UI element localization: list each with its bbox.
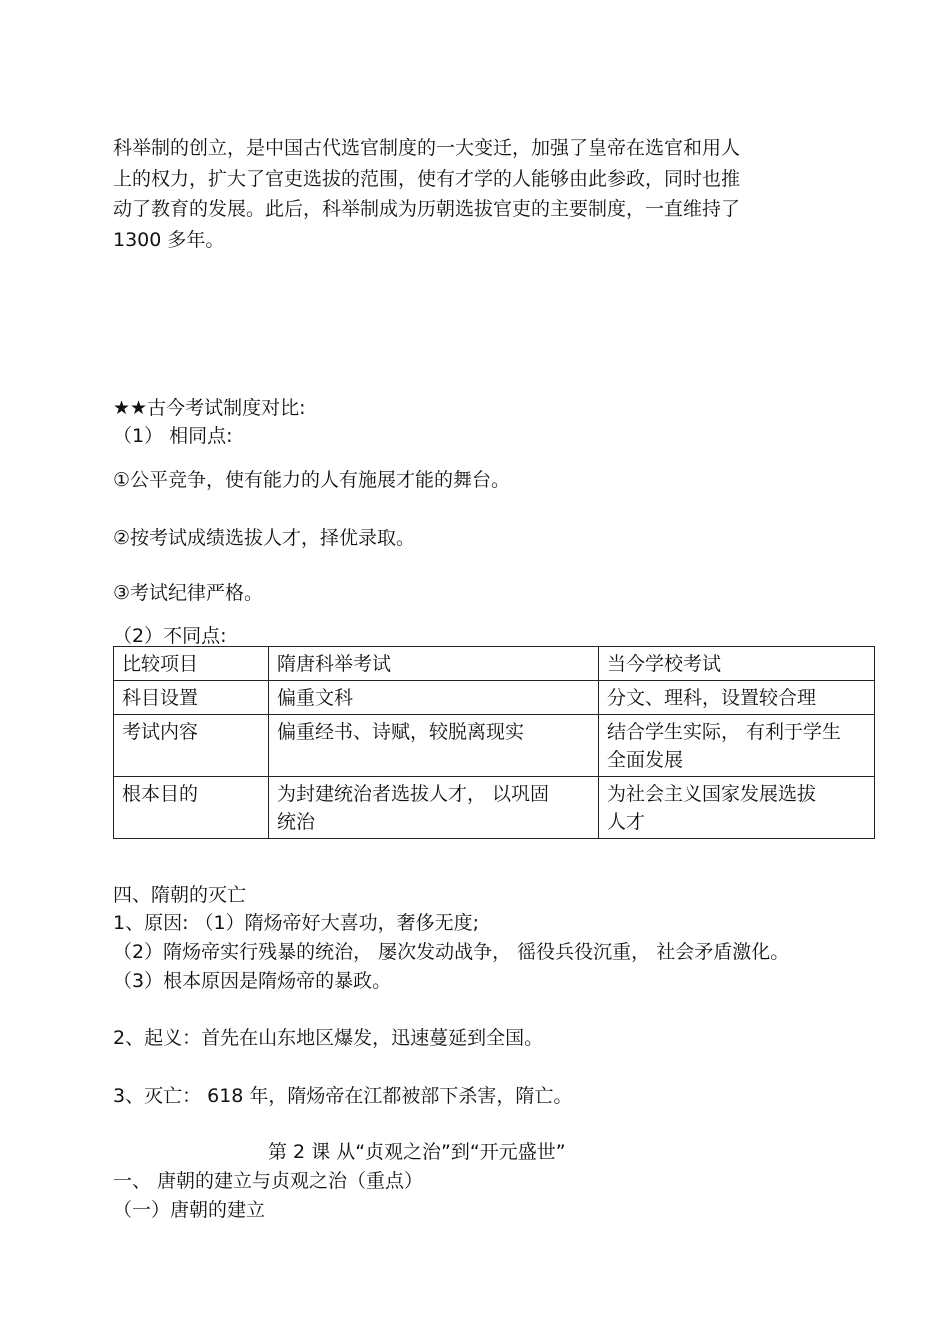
table-cell: 分文、理科，设置较合理 (599, 681, 875, 715)
same-points-heading: （1） 相同点: (113, 425, 233, 447)
cause-line-2: （2）隋炀帝实行残暴的统治， 屡次发动战争， 徭役兵役沉重， 社会矛盾激化。 (113, 941, 790, 963)
table-header-cell: 比较项目 (114, 647, 269, 681)
fall-line: 3、灭亡： 618 年，隋炀帝在江都被部下杀害，隋亡。 (113, 1085, 573, 1107)
intro-line: 动了教育的发展。此后，科举制成为历朝选拔官吏的主要制度，一直维持了 (113, 198, 741, 220)
table-cell: 根本目的 (114, 777, 269, 839)
lesson-subsection-heading: （一）唐朝的建立 (113, 1199, 266, 1221)
section-heading-sui-fall: 四、隋朝的灭亡 (113, 884, 247, 906)
uprising-line: 2、起义：首先在山东地区爆发，迅速蔓延到全国。 (113, 1027, 544, 1049)
lesson-section-heading: 一、 唐朝的建立与贞观之治（重点） (113, 1170, 424, 1192)
comparison-table (113, 646, 875, 839)
table-cell: 科目设置 (114, 681, 269, 715)
table-row (114, 715, 875, 777)
intro-line: 科举制的创立，是中国古代选官制度的一大变迁，加强了皇帝在选官和用人 (113, 137, 741, 159)
cause-line-1: 1、原因: （1）隋炀帝好大喜功，奢侈无度; (113, 912, 480, 934)
table-cell: 偏重文科 (269, 681, 599, 715)
cause-line-3: （3）根本原因是隋炀帝的暴政。 (113, 970, 392, 992)
table-header-cell: 隋唐科举考试 (269, 647, 599, 681)
table-cell: 考试内容 (114, 715, 269, 777)
intro-line: 上的权力，扩大了官吏选拔的范围，使有才学的人能够由此参政，同时也推 (113, 167, 741, 190)
table-cell: 结合学生实际， 有利于学生 全面发展 (599, 715, 875, 777)
intro-paragraph (113, 133, 803, 255)
table-header-cell: 当今学校考试 (599, 647, 875, 681)
table-row (114, 777, 875, 839)
table-cell: 偏重经书、诗赋，较脱离现实 (269, 715, 599, 777)
comparison-heading: ★★古今考试制度对比: (113, 397, 306, 419)
table-header-row (114, 647, 875, 681)
same-point-1: ①公平竞争，使有能力的人有施展才能的舞台。 (113, 469, 511, 491)
table-cell: 为社会主义国家发展选拔 人才 (599, 777, 875, 839)
lesson-title: 第 2 课 从“贞观之治”到“开元盛世” (268, 1141, 566, 1163)
intro-line: 1300 多年。 (113, 228, 225, 251)
table-cell: 为封建统治者选拔人才， 以巩固 统治 (269, 777, 599, 839)
same-point-3: ③考试纪律严格。 (113, 582, 264, 604)
same-point-2: ②按考试成绩选拔人才，择优录取。 (113, 527, 416, 549)
diff-points-heading: （2）不同点: (113, 625, 227, 647)
table-row (114, 681, 875, 715)
